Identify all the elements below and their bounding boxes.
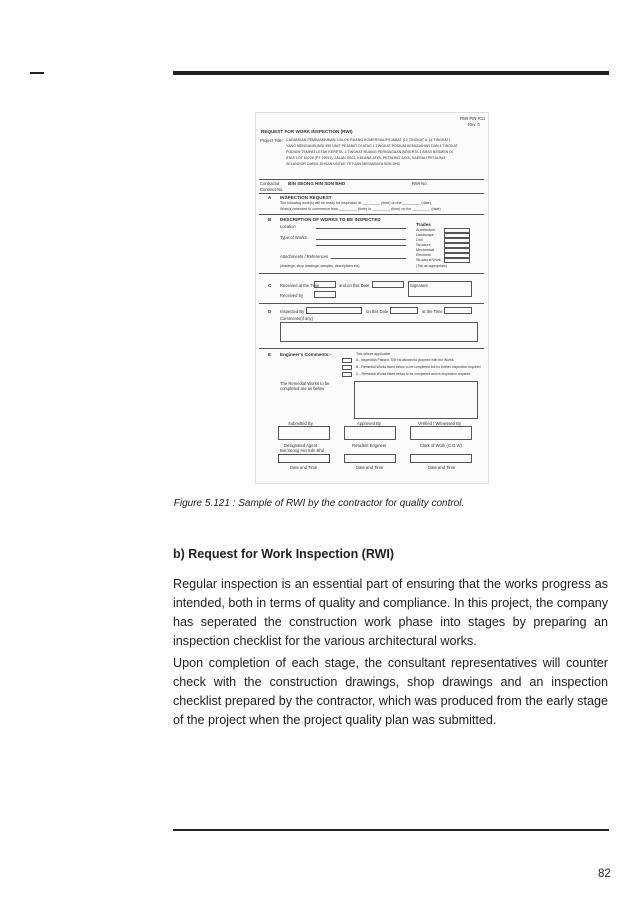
submitted-by: Submitted By (288, 421, 313, 426)
section-a-letter: A (268, 195, 272, 200)
signature-box (410, 454, 472, 463)
received-by: Received by (280, 293, 304, 298)
body-paragraph: Regular inspection is an essential part of ensuring that the works progress as intended, both in terms of quality and compliance. In this project, the company has seperated the construction work phase into stages by preparing an inspection checklist for the various architectural works. (173, 577, 608, 648)
drawings-note: (drawings, shop drawings, samples, descriptions etc) (280, 264, 360, 268)
figure-caption: Figure 5.121 : Sample of RWI by the contractor for quality control. (173, 498, 465, 509)
form-divider (259, 348, 484, 349)
footer-rule (173, 829, 609, 831)
approved-by: Approved By (357, 421, 381, 426)
form-rev: Rev. 0 (468, 122, 480, 127)
signature-box (410, 426, 472, 440)
attachments-label: Attachments / References (280, 254, 329, 259)
type-of-works-label: Type of Works (280, 235, 307, 240)
option-text: C - Remedial Works listed below to be completed and re-inspection required (356, 372, 471, 376)
option-checkbox (342, 358, 352, 363)
signature-box (278, 454, 330, 463)
trade-checkbox (444, 258, 470, 263)
trade-item: Structural Work (416, 258, 441, 262)
section-a-line: Work(s) intended to commence from _________ (time) to _________ (time) on the _________ (date) (280, 207, 441, 211)
trade-item: Architecture (416, 228, 436, 232)
page-number: 82 (598, 868, 611, 880)
rwi-no-label: RWI No. (412, 181, 428, 186)
section-e-letter: E (268, 352, 272, 357)
section-heading: b) Request for Work Inspection (RWI) (173, 547, 395, 561)
on-this-date: on this Date (366, 309, 389, 314)
form-divider (259, 303, 484, 304)
contractor-value: BIN SEONG HIN SDN BHD (288, 181, 346, 186)
header-rule (173, 71, 609, 75)
form-divider (259, 179, 484, 180)
form-fill-line (316, 245, 406, 246)
at-the-time: at the Time (422, 309, 443, 314)
tick-where-applicable: Tick where applicable (356, 352, 391, 356)
section-b-letter: B (268, 217, 272, 222)
form-divider (259, 214, 484, 215)
form-field-box (444, 307, 472, 314)
trades-title: Trades (416, 222, 431, 227)
form-field-box (390, 307, 418, 314)
body-paragraph: Upon completion of each stage, the consultant representatives will counter check with the construction drawings, shop drawings and an inspection checklist prepared by the contractor, which was produced from the early stage of the project when the project quality plan was submitted. (173, 656, 608, 727)
date-and-time: Date and Time (428, 465, 456, 470)
signature-box (278, 426, 330, 440)
form-field-box (408, 281, 472, 297)
project-title-line: CADANGAN PEMBANGUNAN 3 BLOK RUANG KOMERSIAL/PEJABAT (12 TINGKAT & 14 TINGKAT) (286, 138, 450, 142)
contractor-label: Contractor (260, 181, 280, 186)
received-at-time: Received at the Time (280, 283, 320, 288)
section-b-title: DESCRIPTION OF WORKS TO BE INSPECTED (280, 217, 381, 222)
trades-note: (Tick as appropriate) (416, 264, 447, 268)
form-fill-line (316, 228, 406, 229)
form-ref-no: RWI-PIN-R11 (460, 116, 486, 121)
section-a-title: INSPECTION REQUEST (280, 195, 332, 200)
signature-label: Signature (410, 283, 428, 288)
date-and-time: Date and Time (290, 465, 318, 470)
and-on-this-date: and on this Date (339, 283, 370, 288)
trade-item: Structure (416, 243, 431, 247)
remedial-note: The Remedial Works to be (280, 381, 330, 386)
form-field-box (372, 281, 404, 288)
option-text: B - Remedial Works listed below to be completed but no further inspection required (356, 365, 481, 369)
option-checkbox (342, 365, 352, 370)
form-fill-line (331, 258, 406, 259)
trade-item: Mechanical (416, 248, 435, 252)
form-field-box (314, 291, 336, 298)
comments-box (280, 322, 478, 342)
option-text: A - Inspection Passed. SSH is allowed to proceed with the Works (356, 358, 454, 362)
verified-witnessed-by: Verified / Witnessed By (418, 421, 462, 426)
section-d-letter: D (268, 309, 272, 314)
form-divider (259, 273, 484, 274)
form-title: REQUEST FOR WORK INSPECTION (RWI) (261, 129, 353, 134)
trade-item: Civil (416, 238, 423, 242)
date-and-time: Date and Time (356, 465, 384, 470)
header-short-rule (30, 72, 44, 74)
remedial-note: completed are as below (280, 386, 325, 391)
signature-box (344, 426, 396, 440)
designated-agent: Designated Agent (284, 443, 318, 448)
trade-item: Landscape (416, 233, 434, 237)
project-title-line: ATAS LOT 60226 (PT 29911), JALAN SS03, KELANA JAYA, PETALING JAYA, DAERAH PETALING, (286, 156, 447, 160)
project-title-line: SELANGOR DARUL EHSAN UNTUK TETUAN MEDIAMAYA SDN BHD (286, 162, 401, 166)
section-a-line: The following work(s) will be ready for inspection at _________ (time) on the _________ (date) (280, 201, 431, 205)
rwi-form-figure (255, 112, 489, 484)
trade-item: Electrical (416, 253, 431, 257)
project-title-label: Project Title: (260, 138, 284, 143)
form-divider (259, 193, 484, 194)
inspected-by: Inspected By (280, 309, 305, 314)
project-title-line: YANG MENGANDUNGI 450 UNIT PEJABAT DI ATAS 1 TINGKAT PODIUM KEMUDAHAN DAN 4 TINGKAT (286, 144, 458, 148)
signature-box (344, 454, 396, 463)
form-fill-line (316, 239, 406, 240)
resident-engineer: Resident Engineer (352, 443, 387, 448)
location-label: Location (280, 224, 296, 229)
section-c-letter: C (268, 283, 272, 288)
remedial-works-box (354, 381, 478, 419)
comments-label: Comments(if any) (280, 316, 314, 321)
project-title-line: PODIUM TEMPAT LETAK KERETA, 2 TINGKAT RUANG PERNIAGAAN BESERTA 1 ARAS BESMEN DI (286, 150, 453, 154)
designated-agent-company: Bin Seong Hin Sdn Bhd (280, 448, 324, 453)
clerk-of-work: Clerk of Work (C.O.W) (420, 443, 462, 448)
contract-no-label: Contract No. (260, 187, 284, 192)
option-checkbox (342, 372, 352, 377)
form-field-box (306, 307, 362, 314)
form-field-box (314, 281, 336, 288)
engineers-comments: Engineer's Comments:- (280, 352, 332, 357)
